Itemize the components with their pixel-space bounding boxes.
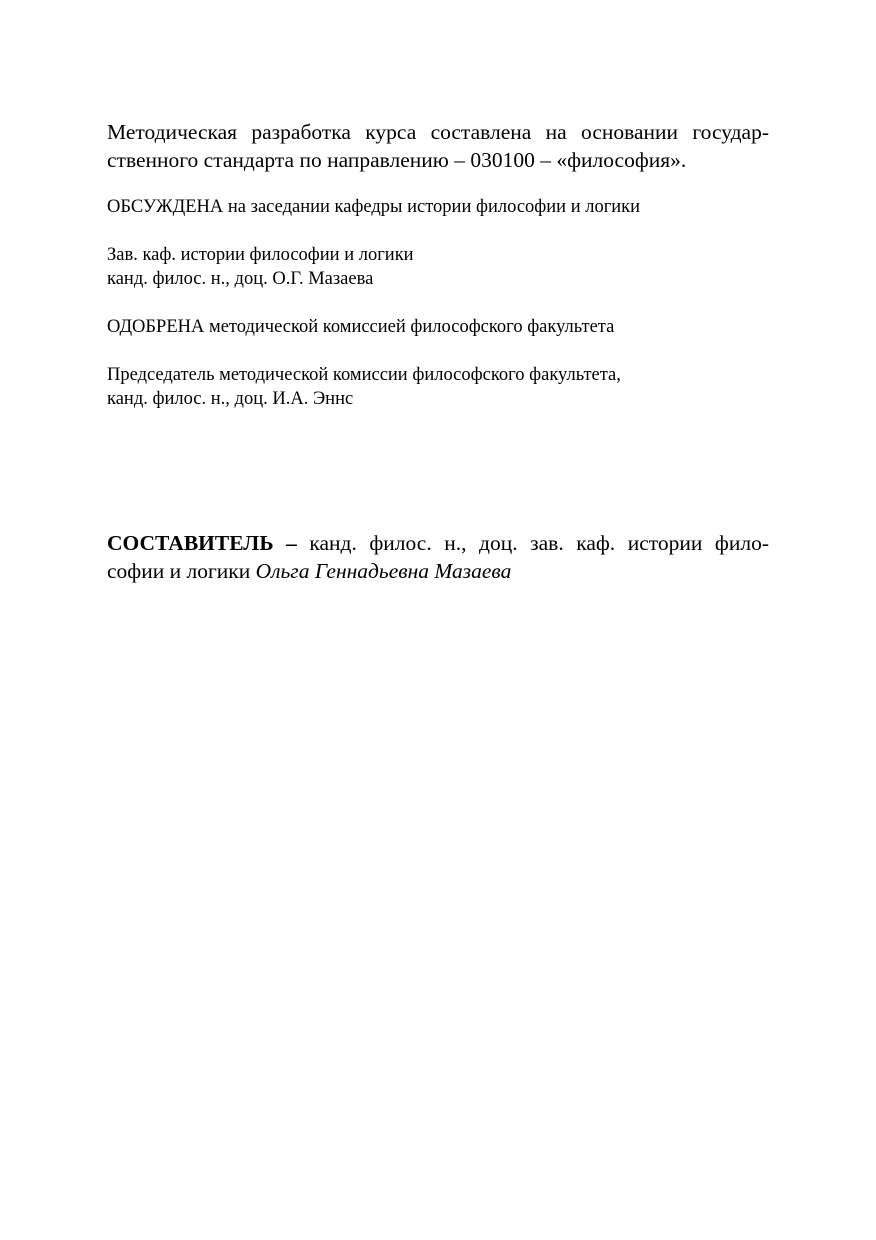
commission-chair xyxy=(107,363,769,411)
intro-line-2: ственного стандарта по направлению – 030100 – «философия». xyxy=(107,148,687,172)
intro-line-1: Методическая разработка курса составлена на основании государ- xyxy=(107,120,769,144)
composer-credentials: канд. филос. н., доц. зав. каф. истории фило- xyxy=(296,531,769,555)
discussed-text: на заседании кафедры истории философии и логики xyxy=(223,197,641,217)
discussed-paragraph xyxy=(107,195,769,219)
composer-label: СОСТАВИТЕЛЬ – xyxy=(107,531,297,555)
head-of-department xyxy=(107,243,769,291)
composer-line-1 xyxy=(107,529,769,557)
chair-name: канд. филос. н., доц. И.А. Эннс xyxy=(107,389,354,409)
chair-title: Председатель методической комиссии философского факультета, xyxy=(107,365,621,385)
approved-line xyxy=(107,315,769,339)
approved-text: методической комиссией философского факультета xyxy=(204,317,615,337)
head-title: Зав. каф. истории философии и логики xyxy=(107,245,414,265)
approved-label: ОДОБРЕНА xyxy=(107,317,205,337)
composer-credentials-cont: софии и логики xyxy=(107,559,256,583)
composer-name: Ольга Геннадьевна Мазаева xyxy=(255,559,512,583)
intro-paragraph xyxy=(107,118,769,174)
composer-paragraph xyxy=(107,529,769,585)
composer-line-2 xyxy=(107,557,769,585)
approved-paragraph xyxy=(107,315,769,339)
discussed-label: ОБСУЖДЕНА xyxy=(107,197,224,217)
discussed-line xyxy=(107,195,769,219)
head-name: канд. филос. н., доц. О.Г. Мазаева xyxy=(107,269,374,289)
